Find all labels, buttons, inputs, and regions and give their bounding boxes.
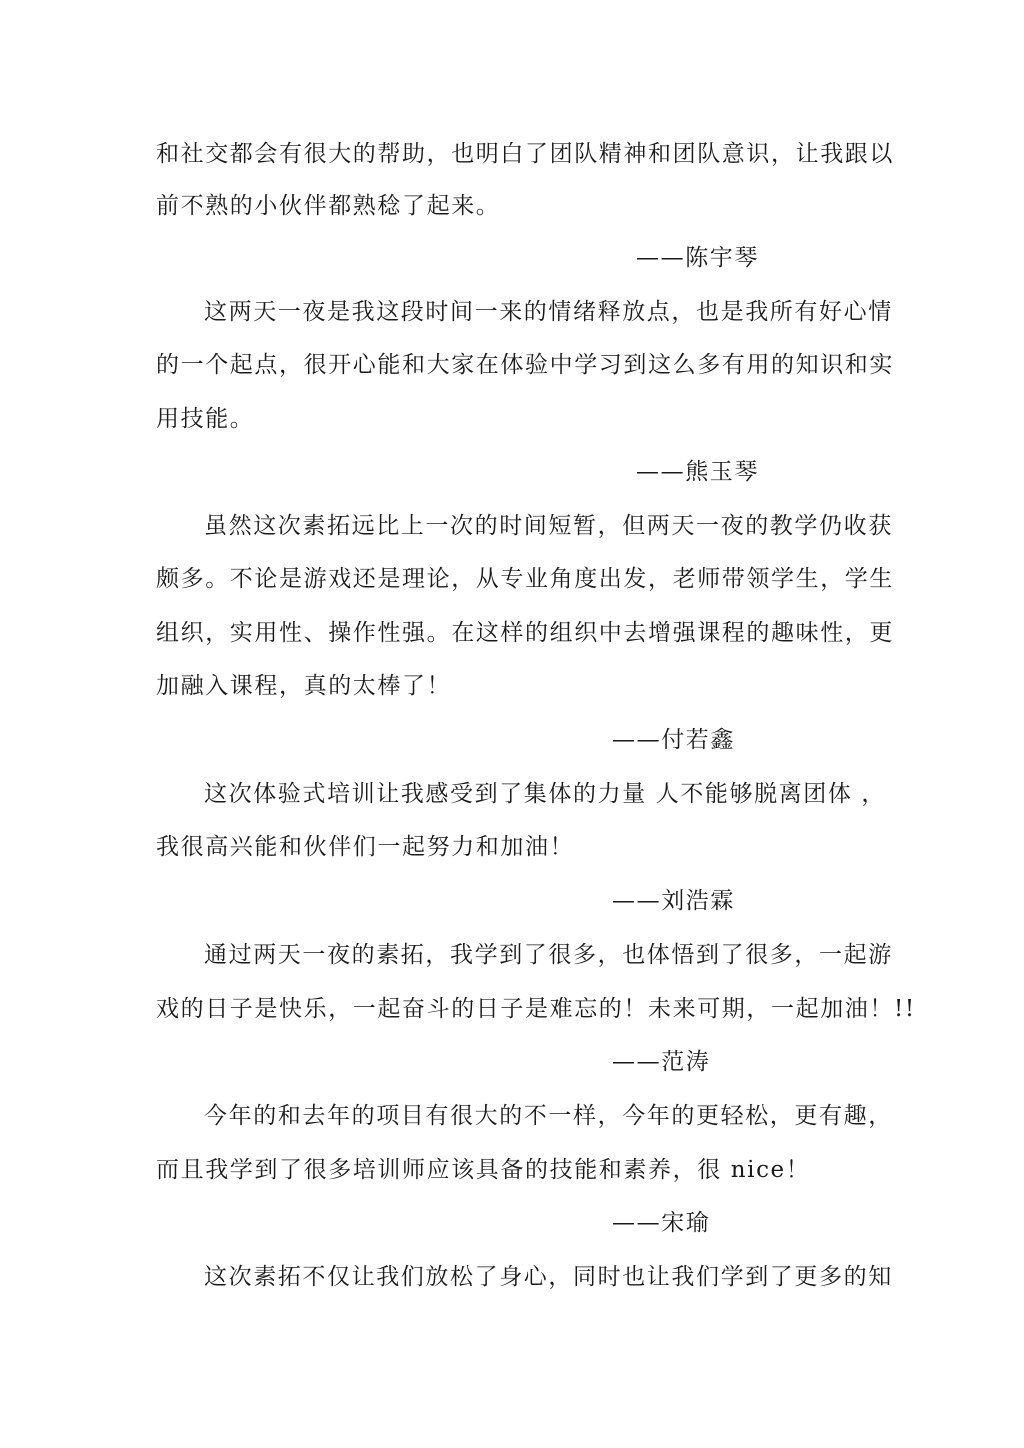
paragraph-line: 加融入课程，真的太棒了！ — [156, 673, 452, 699]
signature: ——范涛 — [612, 1049, 711, 1075]
paragraph-line: 和社交都会有很大的帮助，也明白了团队精神和团队意识，让我跟以 — [156, 141, 894, 167]
signature: ——陈宇琴 — [636, 245, 759, 271]
paragraph-line: 用技能。 — [156, 406, 255, 432]
paragraph-line: 组织，实用性、操作性强。在这样的组织中去增强课程的趣味性，更 — [156, 620, 894, 646]
signature: ——宋瑜 — [612, 1210, 711, 1236]
signature: ——刘浩霖 — [612, 888, 735, 914]
paragraph-line: 戏的日子是快乐，一起奋斗的日子是难忘的！未来可期，一起加油！!! — [156, 996, 916, 1022]
paragraph-line: 虽然这次素拓远比上一次的时间短暂，但两天一夜的教学仍收获 — [204, 513, 893, 539]
paragraph-line: 这次体验式培训让我感受到了集体的力量 人不能够脱离团体 ， — [204, 781, 887, 807]
paragraph-line: 通过两天一夜的素拓，我学到了很多，也体悟到了很多，一起游 — [204, 942, 893, 968]
paragraph-line: 这次素拓不仅让我们放松了身心，同时也让我们学到了更多的知 — [204, 1264, 893, 1290]
paragraph-line: 的一个起点，很开心能和大家在体验中学习到这么多有用的知识和实 — [156, 352, 894, 378]
paragraph-line: 前不熟的小伙伴都熟稔了起来。 — [156, 193, 501, 219]
paragraph-line: 这两天一夜是我这段时间一来的情绪释放点，也是我所有好心情 — [204, 299, 893, 325]
paragraph-line: 我很高兴能和伙伴们一起努力和加油！ — [156, 834, 575, 860]
signature: ——付若鑫 — [612, 727, 735, 753]
signature: ——熊玉琴 — [636, 459, 759, 485]
paragraph-line: 颇多。不论是游戏还是理论，从专业角度出发，老师带领学生，学生 — [156, 566, 894, 592]
paragraph-line: 而且我学到了很多培训师应该具备的技能和素养，很 nice！ — [156, 1157, 811, 1183]
paragraph-line: 今年的和去年的项目有很大的不一样，今年的更轻松，更有趣， — [204, 1103, 893, 1129]
